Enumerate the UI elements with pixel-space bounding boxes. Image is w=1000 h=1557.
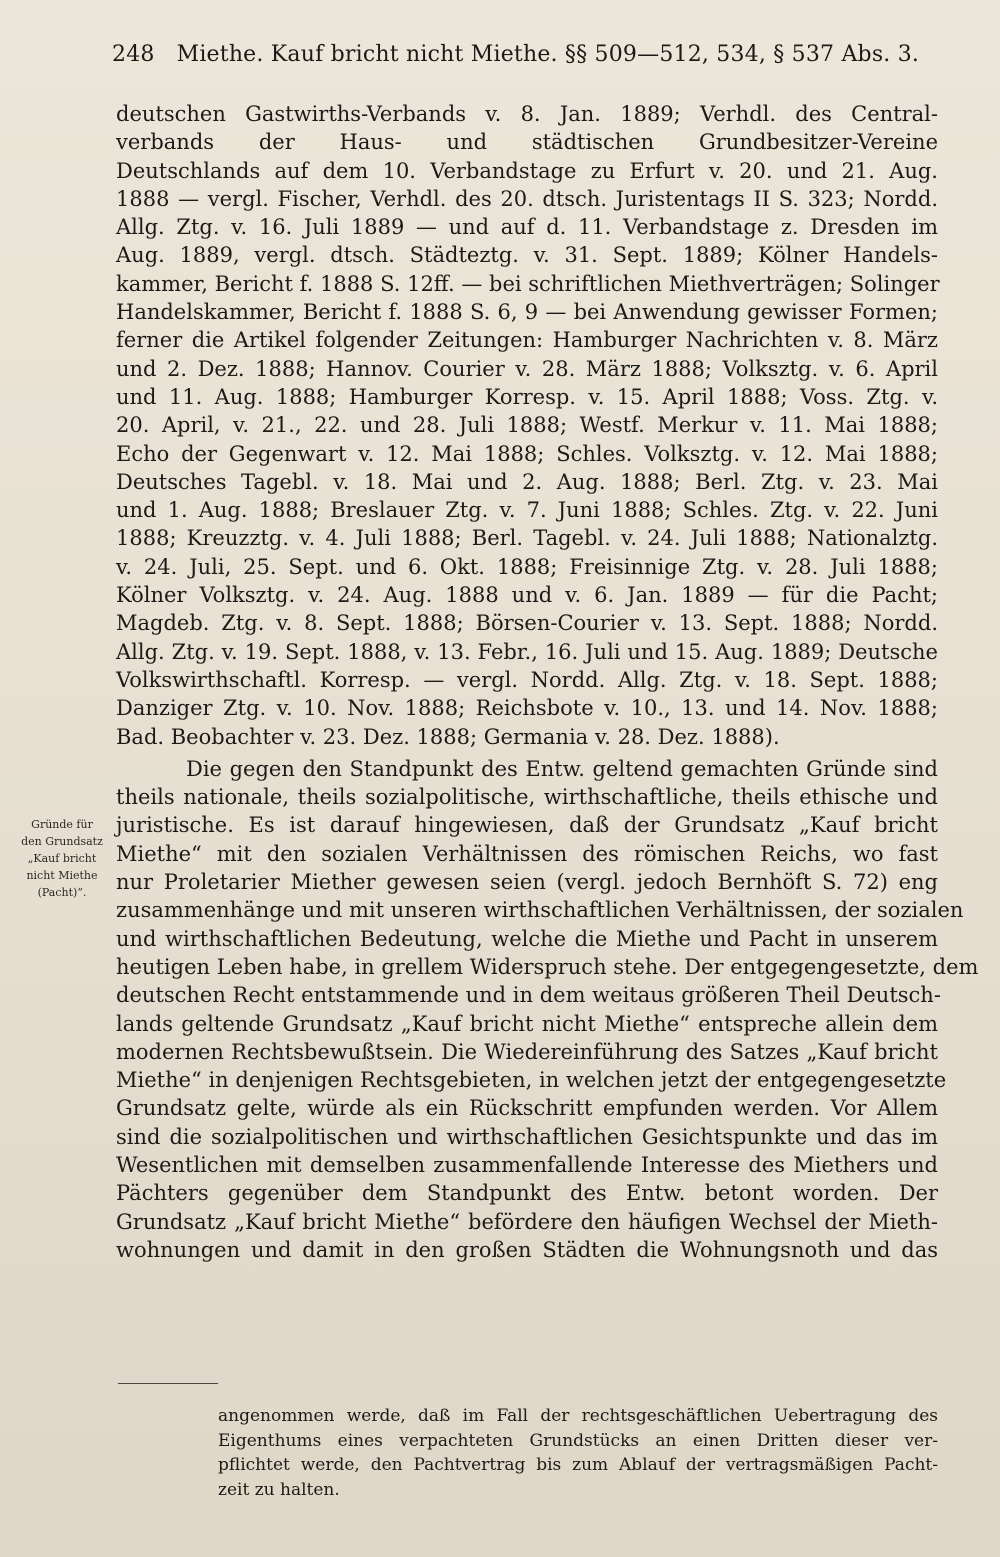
citation-block xyxy=(116,100,938,751)
footnote xyxy=(218,1404,938,1502)
paragraph xyxy=(116,755,979,1264)
text-line: Danziger Ztg. v. 10. Nov. 1888; Reichsbote v. 10., 13. und 14. Nov. 1888; xyxy=(116,696,938,721)
margin-note-line: nicht Miethe xyxy=(26,869,98,882)
running-title: Miethe. Kauf bricht nicht Miethe. §§ 509—512, 534, § 537 Abs. 3. xyxy=(176,42,920,67)
text-line: deutschen Gastwirths-Verbands v. 8. Jan. 1889; Verhdl. des Central- xyxy=(116,102,938,126)
text-line: Grundsatz „Kauf bricht Miethe“ befördere den häufigen Wechsel der Mieth- xyxy=(116,1209,938,1234)
text-line: ferner die Artikel folgender Zeitungen: Hamburger Nachrichten v. 8. März xyxy=(116,328,938,353)
text-line: Pächters gegenüber dem Standpunkt des Entw. betont worden. Der xyxy=(116,1181,938,1206)
margin-note xyxy=(6,816,118,901)
text-line: juristische. Es ist darauf hingewiesen, daß der Grundsatz „Kauf bricht xyxy=(116,813,938,838)
text-line: 1888 — vergl. Fischer, Verhdl. des 20. dtsch. Juristentags II S. 323; Nordd. xyxy=(116,186,938,211)
footnote-line: zeit zu halten. xyxy=(218,1479,340,1500)
margin-note-line: (Pacht)“. xyxy=(37,886,87,899)
text-line: zusammenhänge und mit unseren wirthschaftlichen Verhältnissen, der sozialen xyxy=(116,898,964,923)
text-line: sind die sozialpolitischen und wirthschaftlichen Gesichtspunkte und das im xyxy=(116,1124,938,1149)
text-line: Echo der Gegenwart v. 12. Mai 1888; Schles. Volksztg. v. 12. Mai 1888; xyxy=(116,441,938,466)
text-line: Deutschlands auf dem 10. Verbandstage zu Erfurt v. 20. und 21. Aug. xyxy=(116,158,938,183)
running-header xyxy=(112,40,919,70)
main-text xyxy=(116,100,979,1264)
text-line: Handelskammer, Bericht f. 1888 S. 6, 9 — bei Anwendung gewisser Formen; xyxy=(116,300,938,325)
text-line: Magdeb. Ztg. v. 8. Sept. 1888; Börsen-Courier v. 13. Sept. 1888; Nordd. xyxy=(116,611,938,636)
text-line: verbands der Haus- und städtischen Grundbesitzer-Vereine xyxy=(116,130,938,155)
text-line: Allg. Ztg. v. 19. Sept. 1888, v. 13. Febr., 16. Juli und 15. Aug. 1889; Deutsche xyxy=(116,639,938,664)
text-line: Allg. Ztg. v. 16. Juli 1889 — und auf d. 11. Verbandstage z. Dresden im xyxy=(116,215,938,240)
text-line: und wirthschaftlichen Bedeutung, welche die Miethe und Pacht in unserem xyxy=(116,926,938,951)
text-line: wohnungen und damit in den großen Städten die Wohnungsnoth und das xyxy=(116,1237,938,1262)
text-line: Bad. Beobachter v. 23. Dez. 1888; Germania v. 28. Dez. 1888). xyxy=(116,724,780,749)
footnote-rule xyxy=(118,1383,218,1384)
margin-note-line: „Kauf bricht xyxy=(27,852,97,865)
text-line: lands geltende Grundsatz „Kauf bricht nicht Miethe“ entspreche allein dem xyxy=(116,1011,938,1036)
text-line: Miethe“ in denjenigen Rechtsgebieten, in welchen jetzt der entgegengesetzte xyxy=(116,1068,947,1093)
text-line: Wesentlichen mit demselben zusammenfallende Interesse des Miethers und xyxy=(116,1152,938,1177)
text-line: Deutsches Tagebl. v. 18. Mai und 2. Aug. 1888; Berl. Ztg. v. 23. Mai xyxy=(116,469,938,494)
text-line: nur Proletarier Miether gewesen seien (vergl. jedoch Bernhöft S. 72) eng xyxy=(116,870,938,895)
text-line: Kölner Volksztg. v. 24. Aug. 1888 und v. 6. Jan. 1889 — für die Pacht; xyxy=(116,583,938,608)
text-line: Aug. 1889, vergl. dtsch. Städteztg. v. 31. Sept. 1889; Kölner Handels- xyxy=(116,243,938,268)
text-line: und 1. Aug. 1888; Breslauer Ztg. v. 7. Juni 1888; Schles. Ztg. v. 22. Juni xyxy=(116,498,938,523)
footnote-line: angenommen werde, daß im Fall der rechtsgeschäftlichen Uebertragung des xyxy=(218,1406,938,1426)
text-line: Grundsatz gelte, würde als ein Rückschritt empfunden werden. Vor Allem xyxy=(116,1096,938,1121)
footnote-line: pflichtet werde, den Pachtvertrag bis zum Ablauf der vertragsmäßigen Pacht- xyxy=(218,1455,938,1475)
text-line: und 2. Dez. 1888; Hannov. Courier v. 28. März 1888; Volksztg. v. 6. April xyxy=(116,356,938,381)
text-line: 20. April, v. 21., 22. und 28. Juli 1888; Westf. Merkur v. 11. Mai 1888; xyxy=(116,413,938,438)
text-line: Volkswirthschaftl. Korresp. — vergl. Nordd. Allg. Ztg. v. 18. Sept. 1888; xyxy=(116,667,938,692)
text-line: modernen Rechtsbewußtsein. Die Wiedereinführung des Satzes „Kauf bricht xyxy=(116,1039,938,1064)
text-line: v. 24. Juli, 25. Sept. und 6. Okt. 1888; Freisinnige Ztg. v. 28. Juli 1888; xyxy=(116,554,938,579)
text-line: und 11. Aug. 1888; Hamburger Korresp. v. 15. April 1888; Voss. Ztg. v. xyxy=(116,384,938,409)
footnote-line: Eigenthums eines verpachteten Grundstücks an einen Dritten dieser ver- xyxy=(218,1430,938,1451)
text-line: Miethe“ mit den sozialen Verhältnissen des römischen Reichs, wo fast xyxy=(116,841,938,866)
page-number: 248 xyxy=(112,42,155,67)
text-line: Die gegen den Standpunkt des Entw. geltend gemachten Gründe sind xyxy=(186,756,938,781)
text-line: theils nationale, theils sozialpolitische, wirthschaftliche, theils ethische und xyxy=(116,785,938,810)
text-line: deutschen Recht entstammende und in dem weitaus größeren Theil Deutsch- xyxy=(116,983,941,1008)
margin-note-line: den Grundsatz xyxy=(21,835,103,848)
text-line: 1888; Kreuzztg. v. 4. Juli 1888; Berl. Tagebl. v. 24. Juli 1888; Nationalztg. xyxy=(116,526,938,551)
margin-note-line: Gründe für xyxy=(31,818,93,831)
text-line: kammer, Bericht f. 1888 S. 12ff. — bei schriftlichen Miethverträgen; Solinger xyxy=(116,271,940,296)
text-line: heutigen Leben habe, in grellem Widerspruch stehe. Der entgegengesetzte, dem xyxy=(116,954,979,979)
